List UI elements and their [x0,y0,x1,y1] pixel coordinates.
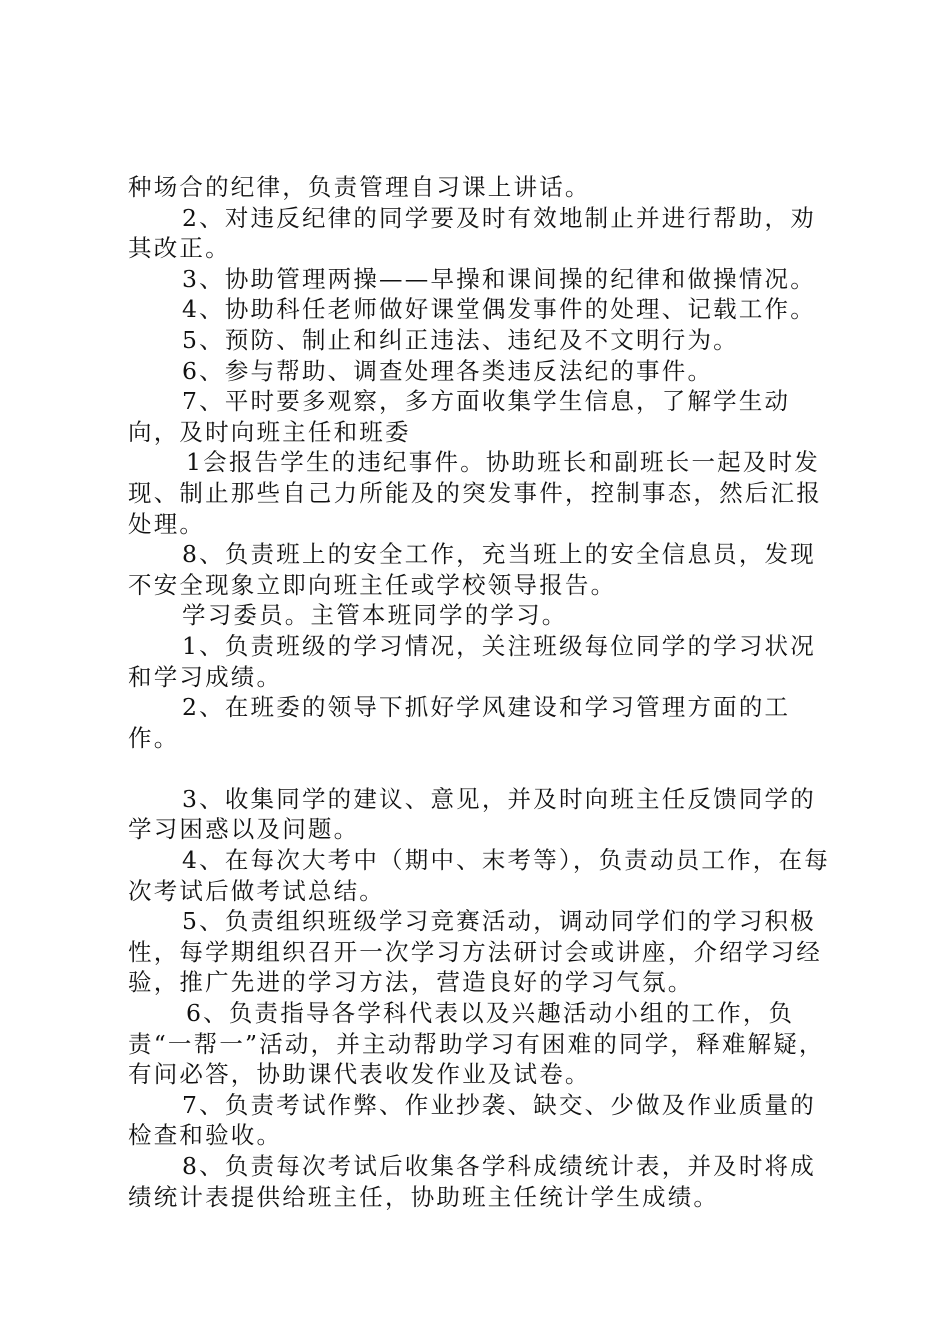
paragraph-item-6: 6、参与帮助、调查处理各类违反法纪的事件。 [182,356,714,385]
document-body [128,172,838,1212]
paragraph-study-2: 2、在班委的领导下抓好学风建设和学习管理方面的工作。 [128,693,791,752]
blank-line [128,753,838,784]
paragraph-study-3: 3、收集同学的建议、意见，并及时向班主任反馈同学的学习困惑以及问题。 [128,784,816,844]
paragraph-item-2: 2、对违反纪律的同学要及时有效地制止并进行帮助，劝其改正。 [128,203,816,263]
paragraph-item-4: 4、协助科任老师做好课堂偶发事件的处理、记载工作。 [182,295,816,324]
paragraph-item-5: 5、预防、制止和纠正违法、违纪及不文明行为。 [182,325,739,354]
paragraph-item-8: 8、负责班上的安全工作，充当班上的安全信息员，发现不安全现象立即向班主任或学校领导报告。 [128,540,816,599]
paragraph-continuation: 种场合的纪律，负责管理自习课上讲话。 [128,173,591,201]
paragraph-study-5: 5、负责组织班级学习竞赛活动，调动同学们的学习积极性，每学期组织召开一次学习方法研讨会或讲座，介绍学习经验，推广先进的学习方法，营造良好的学习气氛。 [128,907,822,997]
paragraph-item-7: 7、平时要多观察，多方面收集学生信息，了解学生动向，及时向班主任和班委 [128,387,791,446]
paragraph-study-6: 6、负责指导各学科代表以及兴趣活动小组的工作，负责“一帮一”活动，并主动帮助学习有困难的同学，释难解疑，有问必答，协助课代表收发作业及试卷。 [128,999,825,1089]
paragraph-item-3: 3、协助管理两操——早操和课间操的纪律和做操情况。 [182,264,816,293]
paragraph-study-committee: 学习委员。主管本班同学的学习。 [182,601,568,630]
paragraph-study-4: 4、在每次大考中（期中、末考等），负责动员工作，在每次考试后做考试总结。 [128,846,830,905]
paragraph-study-1: 1、负责班级的学习情况，关注班级每位同学的学习状况和学习成绩。 [128,631,816,691]
paragraph-study-7: 7、负责考试作弊、作业抄袭、缺交、少做及作业质量的检查和验收。 [128,1090,816,1150]
paragraph-study-8: 8、负责每次考试后收集各学科成绩统计表，并及时将成绩统计表提供给班主任，协助班主任统计学生成绩。 [128,1152,816,1211]
paragraph-report: 1会报告学生的违纪事件。协助班长和副班长一起及时发现、制止那些自己力所能及的突发事件，控制事态，然后汇报处理。 [128,448,822,538]
